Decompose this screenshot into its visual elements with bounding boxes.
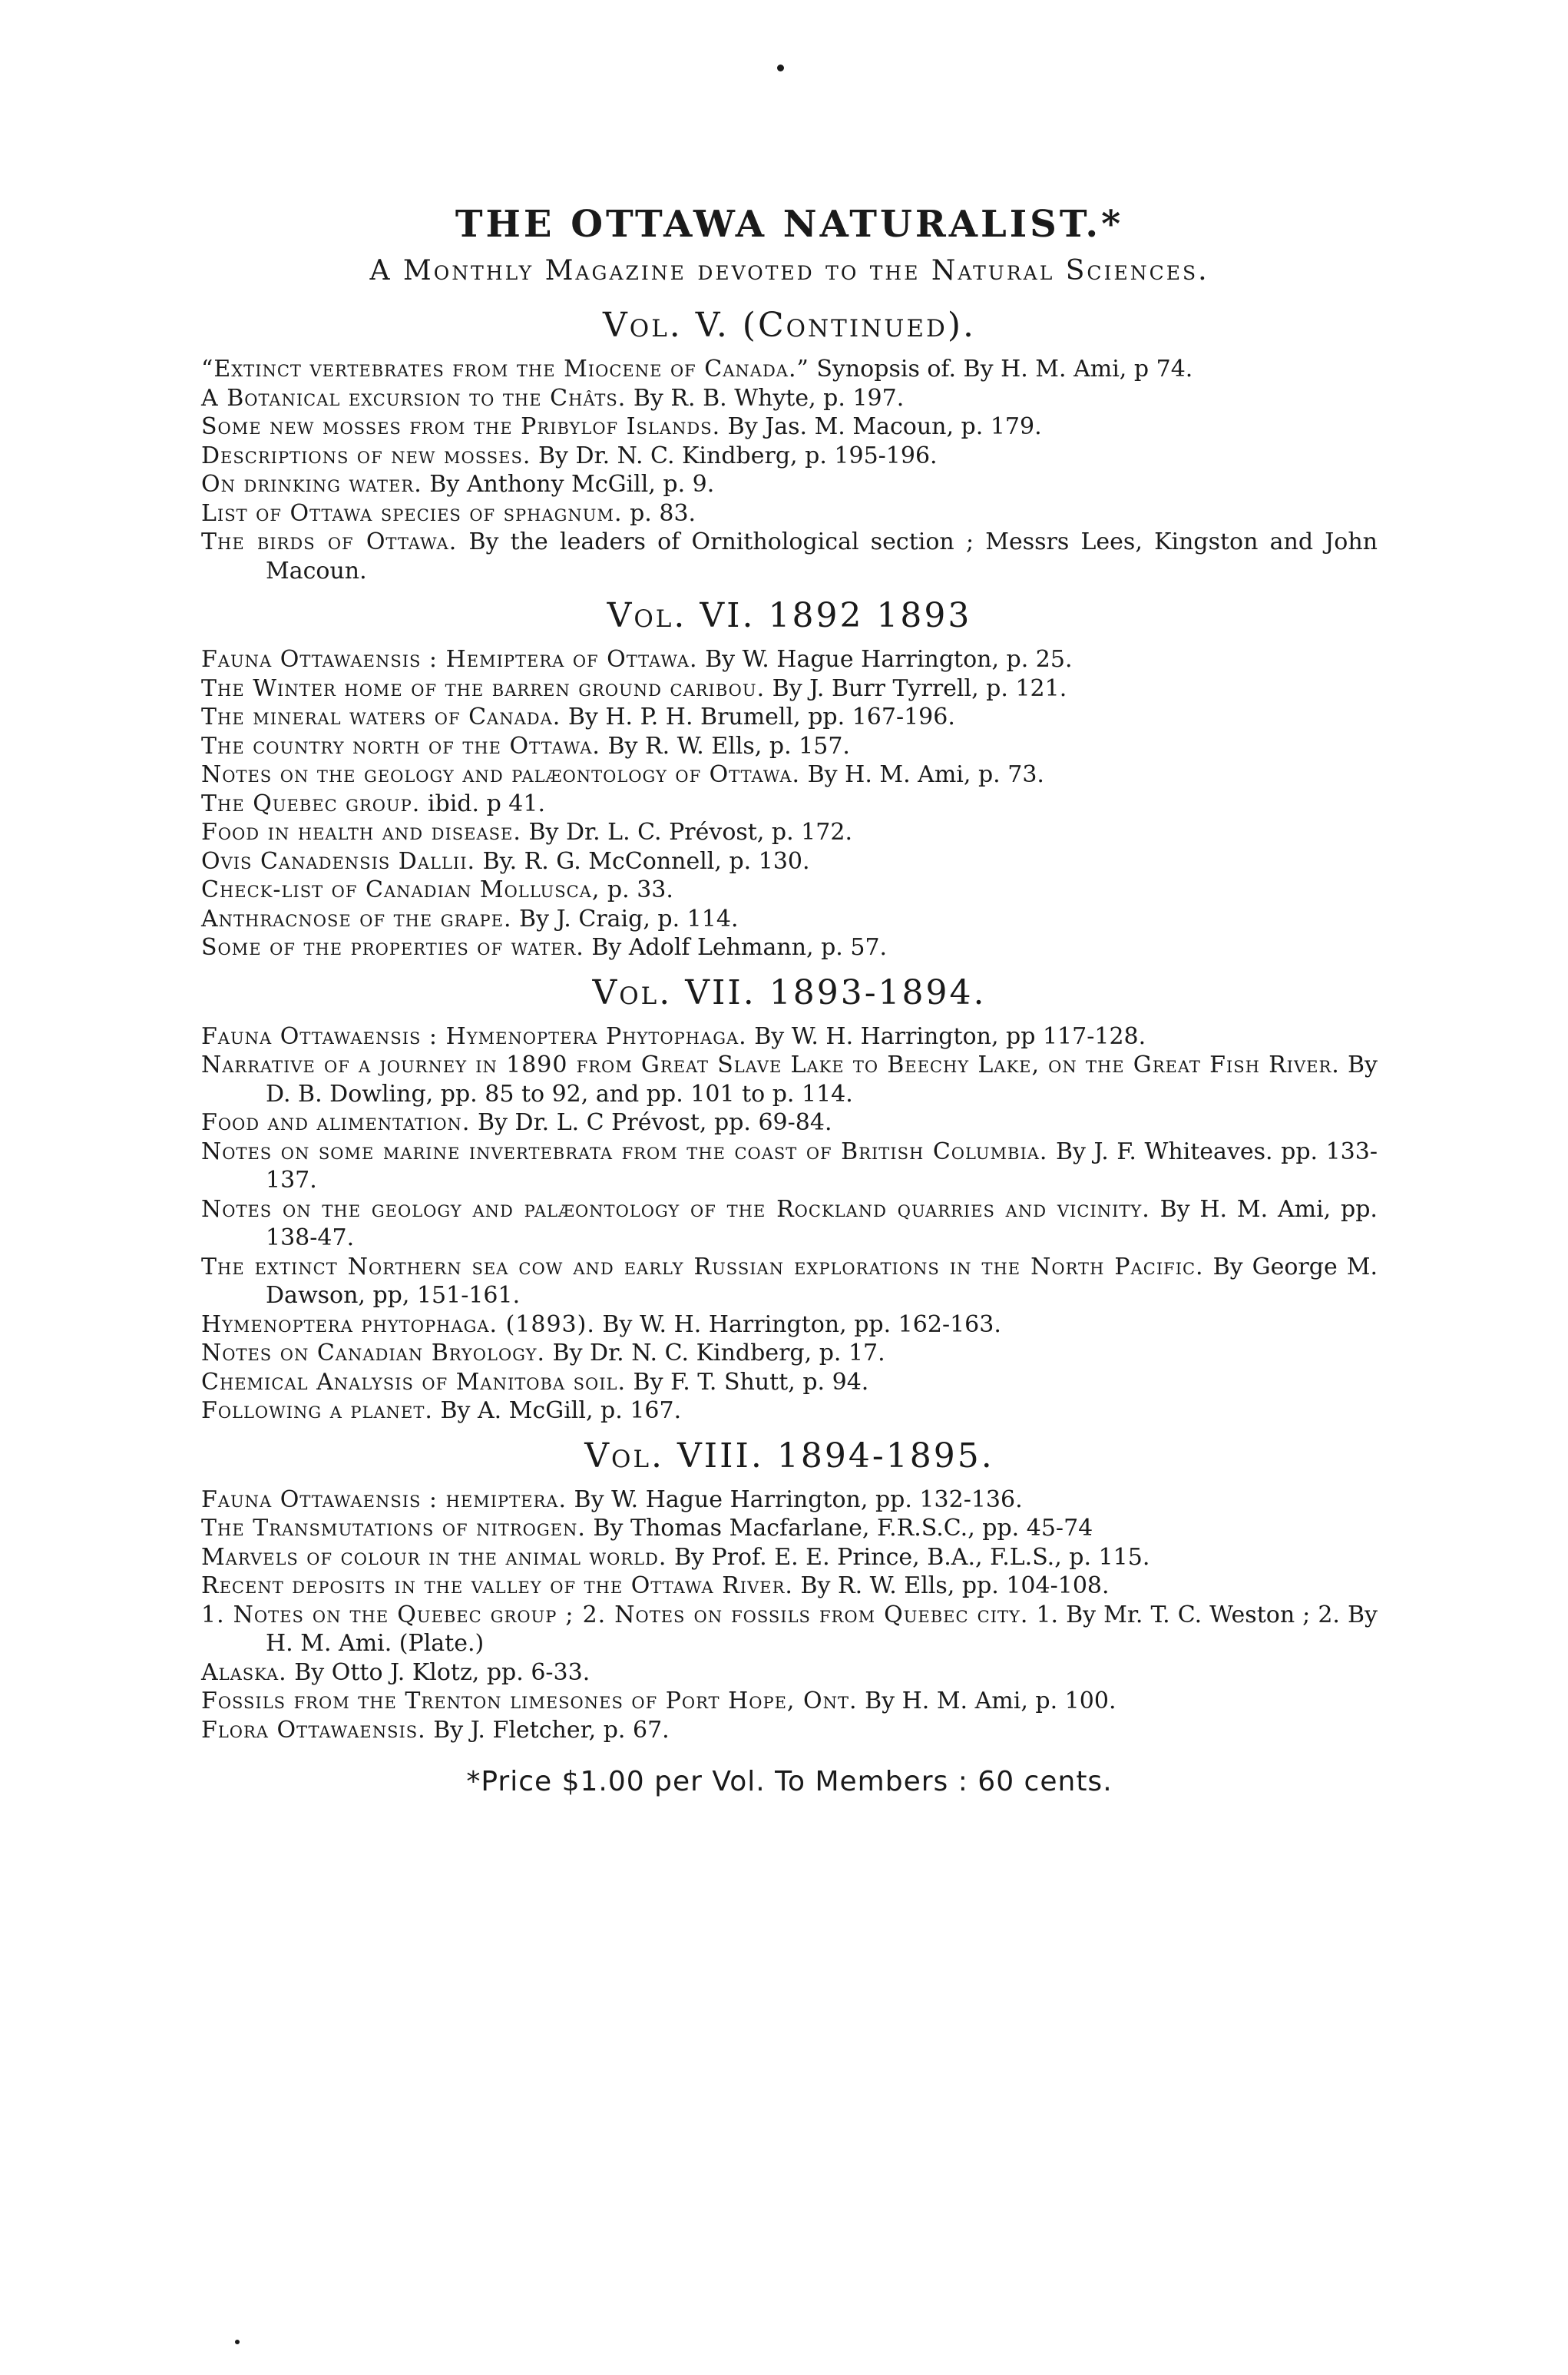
entry-author-pages: 1. By Mr. T. C. Weston ; 2. By H. M. Ami. (Plate.) bbox=[266, 1601, 1378, 1657]
entry-title: Notes on some marine invertebrata from the coast of British Columbia. bbox=[201, 1138, 1048, 1165]
entry-title: Anthracnose of the grape. bbox=[201, 905, 512, 932]
entry-title: Some of the properties of water. bbox=[201, 934, 584, 961]
entry-author-pages: By Dr. N. C. Kindberg, p. 17. bbox=[544, 1340, 885, 1366]
entry-title: Food in health and disease. bbox=[201, 819, 521, 846]
page-subtitle: A Monthly Magazine devoted to the Natural Sciences. bbox=[369, 255, 1209, 287]
contents-entry bbox=[201, 355, 1378, 384]
entry-title: The Quebec group. bbox=[201, 790, 421, 817]
entry-author-pages: By H. P. H. Brumell, pp. 167-196. bbox=[561, 704, 955, 730]
entry-author-pages: By Adolf Lehmann, p. 57. bbox=[584, 934, 888, 961]
entry-author-pages: Synopsis of. By H. M. Ami, p 74. bbox=[809, 356, 1193, 383]
entry-author-pages: By J. Burr Tyrrell, p. 121. bbox=[765, 674, 1067, 702]
entry-author-pages: By Jas. M. Macoun, p. 179. bbox=[720, 413, 1042, 440]
entry-author-pages: By George M. Dawson, pp, 151-161. bbox=[266, 1253, 1378, 1309]
entry-author-pages: By the leaders of Ornithological section ; Messrs Lees, Kingston and John Macoun. bbox=[266, 528, 1378, 585]
entry-title: Check-list of Canadian Mollusca, bbox=[201, 876, 600, 903]
contents-entry bbox=[201, 384, 1378, 413]
entry-author-pages: By H. M. Ami, pp. 138-47. bbox=[266, 1195, 1378, 1251]
entry-title: The Winter home of the barren ground caribou. bbox=[201, 674, 766, 702]
contents-entry bbox=[201, 499, 1378, 528]
entry-author-pages: By Prof. E. E. Prince, B.A., F.L.S., p. 115. bbox=[667, 1543, 1150, 1571]
entry-title: The birds of Ottawa. bbox=[201, 528, 458, 555]
entry-author-pages: By W. Hague Harrington, p. 25. bbox=[697, 646, 1073, 673]
entry-title: List of Ottawa species of sphagnum. bbox=[201, 499, 623, 527]
entry-author-pages: By Otto J. Klotz, pp. 6-33. bbox=[286, 1658, 590, 1686]
entry-title: The mineral waters of Canada. bbox=[201, 704, 561, 730]
entry-author-pages: By D. B. Dowling, pp. 85 to 92, and pp. 101 to p. 114. bbox=[266, 1052, 1378, 1108]
entry-title: The extinct Northern sea cow and early Russian explorations in the North Pacific. bbox=[201, 1253, 1204, 1280]
contents-entry bbox=[201, 818, 1378, 847]
volume-heading: Vol. VII. 1893-1894. bbox=[592, 972, 987, 1012]
entry-author-pages: By Dr. N. C. Kindberg, p. 195-196. bbox=[531, 442, 938, 469]
entry-title: Ovis Canadensis Dallii. bbox=[201, 847, 476, 875]
contents-entry bbox=[201, 876, 1378, 905]
content bbox=[201, 201, 1378, 1797]
entry-title: Hymenoptera phytophaga. (1893). bbox=[201, 1310, 595, 1338]
volume-list bbox=[201, 303, 1378, 1744]
entry-author-pages: By R. B. Whyte, p. 197. bbox=[626, 384, 905, 412]
entry-title: Fauna Ottawaensis : Hemiptera of Ottawa. bbox=[201, 646, 698, 673]
contents-entry bbox=[201, 674, 1378, 704]
entry-author-pages: By W. H. Harrington, pp 117-128. bbox=[746, 1022, 1146, 1050]
contents-entry bbox=[201, 1108, 1378, 1138]
entry-author-pages: p. 83. bbox=[622, 499, 696, 527]
entry-author-pages: By H. M. Ami, p. 73. bbox=[800, 761, 1044, 788]
contents-entry bbox=[201, 847, 1378, 876]
entry-author-pages: By W. Hague Harrington, pp. 132-136. bbox=[567, 1486, 1023, 1513]
bottom-dot-mark bbox=[235, 2340, 240, 2344]
entry-author-pages: By F. T. Shutt, p. 94. bbox=[626, 1368, 869, 1396]
contents-entry bbox=[201, 703, 1378, 732]
contents-entry bbox=[201, 1310, 1378, 1340]
entry-title: Following a planet. bbox=[201, 1397, 433, 1424]
contents-entry bbox=[201, 645, 1378, 674]
volume-heading: Vol. V. (Continued). bbox=[603, 306, 976, 345]
entry-author-pages: By R. W. Ells, pp. 104-108. bbox=[792, 1572, 1110, 1599]
contents-entry bbox=[201, 1601, 1378, 1658]
entry-author-pages: By J. Craig, p. 114. bbox=[511, 905, 739, 932]
entry-author-pages: By A. McGill, p. 167. bbox=[432, 1397, 682, 1424]
contents-entry bbox=[201, 412, 1378, 442]
entry-title: Descriptions of new mosses. bbox=[201, 442, 531, 469]
contents-entry bbox=[201, 1195, 1378, 1253]
entry-title: Notes on the geology and palæontology of the Rockland quarries and vicinity. bbox=[201, 1195, 1150, 1223]
contents-entry bbox=[201, 1368, 1378, 1397]
volume-heading: Vol. VI. 1892 1893 bbox=[607, 596, 972, 635]
contents-entry bbox=[201, 933, 1378, 962]
contents-entry bbox=[201, 1051, 1378, 1108]
volume-heading: Vol. VIII. 1894-1895. bbox=[584, 1436, 994, 1476]
contents-entry bbox=[201, 1716, 1378, 1745]
contents-entry bbox=[201, 528, 1378, 585]
entry-author-pages: By H. M. Ami, p. 100. bbox=[857, 1688, 1116, 1714]
contents-entry bbox=[201, 1396, 1378, 1426]
entry-author-pages: p. 33. bbox=[600, 876, 673, 903]
entry-author-pages: By Thomas Macfarlane, F.R.S.C., pp. 45-74 bbox=[585, 1515, 1093, 1542]
entry-title: The Transmutations of nitrogen. bbox=[201, 1515, 586, 1542]
entry-author-pages: By W. H. Harrington, pp. 162-163. bbox=[594, 1310, 1001, 1338]
contents-entry bbox=[201, 470, 1378, 499]
entry-title: “Extinct vertebrates from the Miocene of Canada.” bbox=[201, 356, 809, 383]
contents-entry bbox=[201, 1138, 1378, 1195]
entry-title: Recent deposits in the valley of the Ottawa River. bbox=[201, 1572, 793, 1599]
entry-author-pages: By Dr. L. C Prévost, pp. 69-84. bbox=[470, 1109, 832, 1136]
price-line: *Price $1.00 per Vol. To Members : 60 cents. bbox=[466, 1766, 1113, 1797]
entry-title: The country north of the Ottawa. bbox=[201, 732, 600, 760]
entry-title: On drinking water. bbox=[201, 471, 422, 498]
entry-title: Fauna Ottawaensis : hemiptera. bbox=[201, 1486, 567, 1513]
contents-entry bbox=[201, 1253, 1378, 1310]
contents-entry bbox=[201, 1486, 1378, 1515]
contents-entry bbox=[201, 760, 1378, 790]
top-dot-mark bbox=[777, 65, 784, 71]
entry-author-pages: By R. W. Ells, p. 157. bbox=[600, 732, 850, 760]
entry-author-pages: By J. Fletcher, p. 67. bbox=[425, 1716, 670, 1744]
entry-title: Chemical Analysis of Manitoba soil. bbox=[201, 1368, 626, 1396]
contents-entry bbox=[201, 732, 1378, 761]
entry-title: Marvels of colour in the animal world. bbox=[201, 1543, 667, 1571]
entry-title: Some new mosses from the Pribylof Islands. bbox=[201, 413, 721, 440]
entry-author-pages: ibid. p 41. bbox=[420, 790, 546, 817]
contents-entry bbox=[201, 1514, 1378, 1543]
page-title: THE OTTAWA NATURALIST.* bbox=[455, 203, 1124, 246]
contents-entry bbox=[201, 1572, 1378, 1601]
contents-entry bbox=[201, 905, 1378, 934]
contents-entry bbox=[201, 442, 1378, 471]
entry-title: Notes on Canadian Bryology. bbox=[201, 1340, 545, 1366]
entry-author-pages: By J. F. Whiteaves. pp. 133-137. bbox=[266, 1138, 1378, 1194]
entry-title: 1. Notes on the Quebec group ; 2. Notes on fossils from Quebec city. bbox=[201, 1601, 1029, 1628]
entry-title: Notes on the geology and palæontology of Ottawa. bbox=[201, 761, 801, 788]
contents-entry bbox=[201, 1543, 1378, 1572]
entry-title: Fauna Ottawaensis : Hymenoptera Phytophaga. bbox=[201, 1022, 747, 1050]
entry-author-pages: By. R. G. McConnell, p. 130. bbox=[475, 847, 810, 875]
entry-title: Narrative of a journey in 1890 from Great Slave Lake to Beechy Lake, on the Great Fish River. bbox=[201, 1052, 1340, 1078]
contents-entry bbox=[201, 1658, 1378, 1688]
contents-entry bbox=[201, 1339, 1378, 1368]
entry-title: Alaska. bbox=[201, 1658, 287, 1686]
entry-author-pages: By Dr. L. C. Prévost, p. 172. bbox=[521, 819, 852, 846]
entry-author-pages: By Anthony McGill, p. 9. bbox=[422, 471, 715, 498]
entry-title: Food and alimentation. bbox=[201, 1109, 471, 1136]
entry-title: Fossils from the Trenton limesones of Port Hope, Ont. bbox=[201, 1688, 858, 1714]
entry-title: A Botanical excursion to the Châts. bbox=[201, 384, 627, 412]
entry-title: Flora Ottawaensis. bbox=[201, 1716, 426, 1744]
contents-entry bbox=[201, 1687, 1378, 1716]
contents-entry bbox=[201, 790, 1378, 819]
contents-entry bbox=[201, 1022, 1378, 1052]
